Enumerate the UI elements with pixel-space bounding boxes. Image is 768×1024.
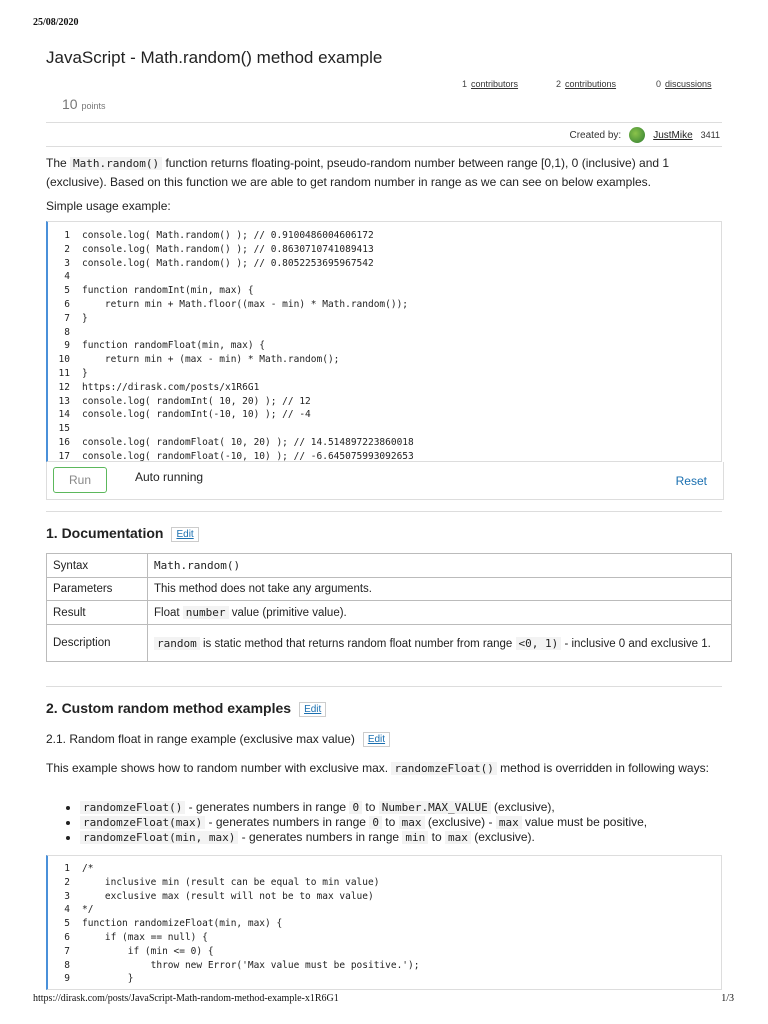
line-number: 7 [64, 945, 70, 957]
code-text: } [82, 312, 88, 324]
points [62, 96, 106, 112]
inline-code: number [183, 606, 229, 619]
line-number: 11 [58, 367, 70, 379]
print-date: 25/08/2020 [33, 17, 79, 28]
table-cell-key: Description [47, 625, 148, 662]
line-number: 4 [64, 904, 70, 916]
line-number: 5 [64, 918, 70, 930]
code-line [48, 312, 721, 326]
list-text: (exclusive). [470, 830, 535, 844]
table-cell-value [148, 601, 732, 625]
edit-button[interactable]: Edit [171, 527, 198, 542]
intro-paragraph [46, 154, 722, 191]
code-block-1[interactable] [46, 221, 722, 462]
inline-code: max [445, 831, 471, 844]
contributors-stat [462, 79, 518, 89]
contributors-link[interactable]: contributors [471, 79, 519, 89]
line-number: 6 [64, 298, 70, 310]
code-text: console.log( Math.random() ); // 0.8052253695967542 [82, 257, 374, 269]
line-number: 5 [64, 285, 70, 297]
code-text: } [82, 973, 134, 985]
code-text: console.log( randomInt( 10, 20) ); // 12 [82, 395, 311, 407]
inline-code: 0 [369, 816, 382, 829]
code-text: function randomizeFloat(min, max) { [82, 918, 283, 930]
code-line [48, 972, 721, 986]
divider [46, 146, 722, 147]
line-number: 3 [64, 890, 70, 902]
code-line [48, 257, 721, 271]
contributors-count: 1 [462, 79, 468, 89]
line-number: 13 [58, 395, 70, 407]
code-line [48, 917, 721, 931]
code-text: } [82, 367, 88, 379]
contributions-stat [556, 79, 616, 89]
list-text: - generates numbers in range [185, 800, 350, 814]
code-text: inclusive min (result can be equal to min value) [82, 876, 380, 888]
code-text: console.log( randomInt(-10, 10) ); // -4 [82, 409, 311, 421]
code-block-2[interactable] [46, 855, 722, 990]
section21-paragraph [46, 759, 722, 778]
line-number: 4 [64, 271, 70, 283]
edit-button[interactable]: Edit [299, 702, 326, 717]
divider [46, 686, 722, 687]
intro-text: The [46, 156, 71, 170]
inline-code: 0 [349, 801, 362, 814]
code-line [48, 890, 721, 904]
code-text: return min + (max - min) * Math.random(); [82, 354, 340, 366]
page-title: JavaScript - Math.random() method example [46, 48, 383, 67]
code-text: function randomFloat(min, max) { [82, 340, 266, 352]
line-number: 1 [64, 230, 70, 241]
table-cell-key: Parameters [47, 578, 148, 601]
subsection-heading [46, 732, 390, 747]
documentation-table [46, 553, 732, 662]
avatar[interactable] [629, 127, 645, 143]
discussions-count: 0 [656, 79, 662, 89]
syntax-code: Math.random() [154, 559, 241, 572]
code-text: if (min <= 0) { [82, 945, 214, 957]
code-line [48, 862, 721, 876]
runner-bar [46, 462, 724, 500]
table-cell-value [148, 554, 732, 578]
code-text: console.log( Math.random() ); // 0.9100486004606172 [82, 230, 374, 241]
code-line [48, 284, 721, 298]
paragraph-text: This example shows how to random number with exclusive max. [46, 761, 392, 775]
code-text: return min + Math.floor((max - min) * Math.random()); [82, 298, 409, 310]
code-line [48, 229, 721, 243]
inline-code: randomzeFloat(max) [80, 816, 205, 829]
code-text: if (max == null) { [82, 931, 208, 943]
author-link[interactable]: JustMike [653, 129, 693, 141]
divider [46, 122, 722, 123]
code-line [48, 959, 721, 973]
contributions-count: 2 [556, 79, 562, 89]
contributions-link[interactable]: contributions [565, 79, 617, 89]
overload-list [62, 800, 740, 845]
section-custom-heading [46, 700, 326, 717]
code-text: console.log( randomFloat( 10, 20) ); // 14.514897223860018 [82, 436, 414, 448]
line-number: 12 [58, 381, 70, 393]
code-line [48, 436, 721, 450]
run-button[interactable]: Run [53, 467, 107, 493]
cell-text: - inclusive 0 and exclusive 1. [561, 637, 711, 650]
list-text: (exclusive), [490, 800, 555, 814]
list-text: - generates numbers in range [238, 830, 403, 844]
code-line [48, 876, 721, 890]
line-number: 1 [64, 863, 70, 874]
code-line [48, 408, 721, 422]
code-text: console.log( Math.random() ); // 0.8630710741089413 [82, 243, 374, 255]
line-number: 8 [64, 326, 70, 338]
list-text: - generates numbers in range [205, 815, 370, 829]
inline-code: max [496, 816, 522, 829]
code-text: console.log( randomFloat(-10, 10) ); // -6.645075993092653 [82, 450, 414, 462]
list-text: value must be positive, [521, 815, 648, 829]
code-line [48, 450, 721, 462]
section-title: 2. Custom random method examples [46, 700, 292, 716]
list-text: (exclusive) - [424, 815, 496, 829]
inline-code: max [399, 816, 425, 829]
reset-button[interactable]: Reset [675, 474, 707, 488]
list-item [80, 830, 740, 845]
points-label: points [81, 101, 106, 111]
code-line [48, 339, 721, 353]
table-row [47, 578, 732, 601]
inline-code: Number.MAX_VALUE [379, 801, 491, 814]
table-row [47, 625, 732, 662]
section-documentation-heading [46, 525, 199, 542]
cell-text: Float [154, 607, 183, 619]
code-text: throw new Error('Max value must be positive.'); [82, 959, 420, 971]
paragraph-text: method is overridden in following ways: [496, 761, 709, 775]
subsection-title: 2.1. Random float in range example (exclusive max value) [46, 732, 355, 746]
code-line [48, 395, 721, 409]
table-cell-value [148, 625, 732, 662]
line-number: 15 [58, 423, 70, 435]
line-number: 7 [64, 312, 70, 324]
line-number: 17 [58, 450, 70, 462]
code-text: */ [82, 904, 94, 916]
code-text: /* [82, 863, 94, 874]
simple-usage-label: Simple usage example: [46, 199, 171, 213]
author-reputation: 3411 [700, 130, 720, 140]
created-by-label: Created by: [569, 129, 622, 141]
discussions-link[interactable]: discussions [665, 79, 712, 89]
edit-button[interactable]: Edit [363, 732, 390, 747]
code-text: https://dirask.com/posts/x1R6G1 [82, 381, 260, 393]
line-number: 9 [64, 973, 70, 985]
inline-code: randomzeFloat() [391, 762, 496, 775]
auto-running-label: Auto running [135, 470, 204, 484]
code-text: function randomInt(min, max) { [82, 285, 254, 297]
list-item [80, 815, 740, 830]
table-row [47, 601, 732, 625]
line-number: 10 [58, 354, 70, 366]
line-number: 8 [64, 959, 70, 971]
divider [46, 511, 722, 512]
intro-text: function returns floating-point, pseudo-random number between range [0,1), 0 (inclusive) and 1 (exclusive). Based on this function we are able to get random number in range as we can see on below examples. [46, 156, 670, 189]
list-text: to [381, 815, 399, 829]
inline-code: randomzeFloat(min, max) [80, 831, 238, 844]
code-line [48, 903, 721, 917]
line-number: 2 [64, 243, 70, 255]
line-number: 16 [58, 436, 70, 448]
list-text: to [428, 830, 445, 844]
cell-text: is static method that returns random float number from range [199, 637, 516, 650]
line-number: 9 [64, 340, 70, 352]
code-line [48, 367, 721, 381]
code-line [48, 243, 721, 257]
line-number: 2 [64, 876, 70, 888]
created-by [569, 127, 720, 143]
inline-code: min [402, 831, 428, 844]
table-row [47, 554, 732, 578]
code-line [48, 381, 721, 395]
print-page-number: 1/3 [721, 993, 734, 1004]
code-text: exclusive max (result will not be to max value) [82, 890, 374, 902]
code-line [48, 931, 721, 945]
section-title: 1. Documentation [46, 525, 164, 541]
discussions-stat [656, 79, 712, 89]
line-number: 6 [64, 931, 70, 943]
code-line [48, 270, 721, 284]
cell-text: value (primitive value). [228, 607, 347, 619]
code-line [48, 422, 721, 436]
list-text: to [362, 800, 379, 814]
code-line [48, 945, 721, 959]
line-number: 14 [58, 409, 70, 421]
points-value: 10 [62, 96, 78, 112]
list-item [80, 800, 740, 815]
code-line [48, 298, 721, 312]
inline-code: <0, 1) [516, 637, 562, 650]
inline-code: random [154, 637, 200, 650]
table-cell-key: Syntax [47, 554, 148, 578]
inline-code: Math.random() [70, 157, 162, 170]
inline-code: randomzeFloat() [80, 801, 185, 814]
code-line [48, 353, 721, 367]
code-line [48, 326, 721, 340]
table-cell-value: This method does not take any arguments. [148, 578, 732, 601]
line-number: 3 [64, 257, 70, 269]
table-cell-key: Result [47, 601, 148, 625]
print-footer-url: https://dirask.com/posts/JavaScript-Math-random-method-example-x1R6G1 [33, 993, 339, 1004]
